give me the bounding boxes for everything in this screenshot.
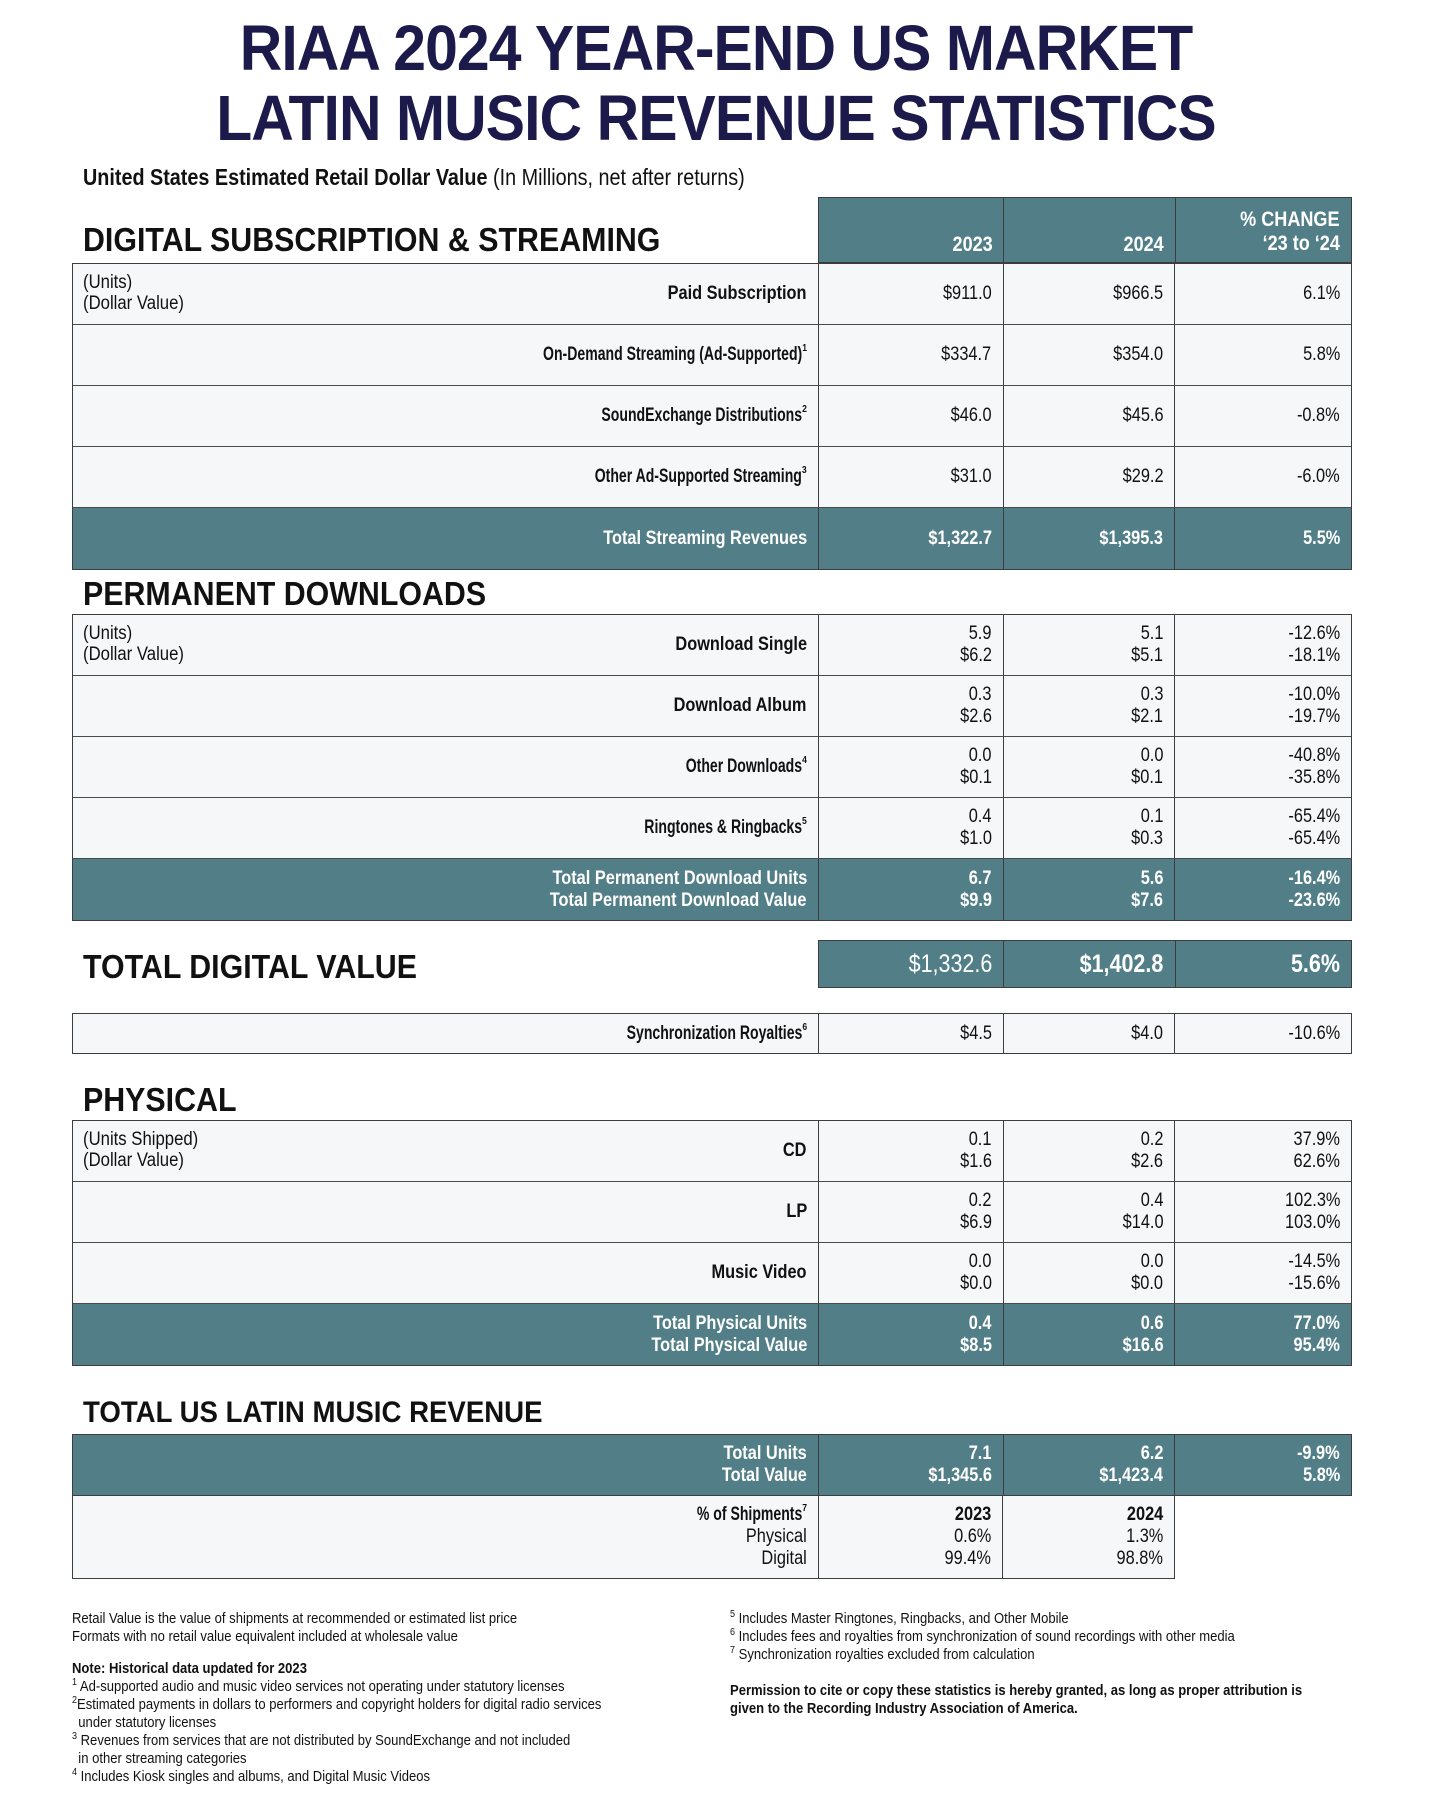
value-2023: $46.0 [818, 386, 1003, 446]
value-pct-change: 5.8% [1174, 325, 1351, 385]
row-label: Other Ad-Supported Streaming$^3$ [594, 465, 807, 487]
subtitle [83, 164, 745, 191]
value-pct-change: -10.6% [1174, 1014, 1351, 1053]
value-2024: $4.0 [1003, 1014, 1175, 1053]
row-label: Paid Subscription [667, 283, 807, 304]
value-2024: 0.0 $0.1 [1003, 737, 1175, 797]
shipments-2024: 2024 1.3% 98.8% [1002, 1496, 1174, 1578]
value-pct-change: 77.0% 95.4% [1174, 1304, 1351, 1365]
row-label: Download Album [673, 695, 807, 716]
page-title-line-1: RIAA 2024 YEAR-END US MARKET [239, 12, 1193, 84]
value-2023: 0.0 $0.1 [818, 737, 1003, 797]
value-2023: 0.2 $6.9 [818, 1182, 1003, 1242]
sync-table [72, 1013, 1352, 1054]
total-row-physical: Total Physical Units Total Physical Value 0.4 $8.5 0.6 $16.6 77.0% 95.4% [73, 1304, 1351, 1365]
units-note: (Units Shipped) (Dollar Value) [83, 1129, 199, 1171]
value-2023: 0.0 $0.0 [818, 1243, 1003, 1303]
value-2023: 0.3 $2.6 [818, 676, 1003, 736]
value-2024: 6.2 $1,423.4 [1003, 1435, 1175, 1495]
value-2024: 5.1 $5.1 [1003, 615, 1175, 675]
value-pct-change: -9.9% 5.8% [1174, 1435, 1351, 1495]
table-row [73, 1243, 1351, 1304]
value-2023: 7.1 $1,345.6 [818, 1435, 1003, 1495]
value-2024: $29.2 [1003, 447, 1175, 507]
value-2024: 0.3 $2.1 [1003, 676, 1175, 736]
digital-table [72, 263, 1352, 570]
table-row [73, 447, 1351, 508]
table-row [73, 325, 1351, 386]
value-pct-change: 102.3% 103.0% [1174, 1182, 1351, 1242]
value-2023: $1,332.6 [908, 950, 993, 978]
value-2023: 0.4 $8.5 [818, 1304, 1003, 1365]
downloads-table [72, 614, 1352, 921]
value-pct-change: 5.6% [1175, 941, 1351, 987]
value-2023: $911.0 [818, 264, 1003, 324]
footnotes-left: Retail Value is the value of shipments at recommended or estimated list price Formats with no retail value equivalent included at wholesale value Note: Historical data updated for 2023 $^1$ Ad-supported audio and music video services not operating under statutory licenses $^2$Estimated payments in dollars to performers and copyright holders for digital radio services under statutory licenses $^3$ Revenues from services that are not distributed by SoundExchange and not included in other streaming categories $^4$ Includes Kiosk singles and albums, and Digital Music Videos [72, 1611, 602, 1785]
value-2023: $4.5 [818, 1014, 1003, 1053]
total-row-streaming [73, 508, 1351, 569]
section-heading-total-digital: TOTAL DIGITAL VALUE [83, 948, 417, 985]
value-2023: 6.7 $9.9 [818, 859, 1003, 920]
units-note: (Units) (Dollar Value) [83, 623, 184, 665]
row-label: Synchronization Royalties$^6$ [626, 1021, 807, 1044]
row-label: LP [785, 1201, 807, 1222]
section-heading-downloads: PERMANENT DOWNLOADS [83, 575, 487, 612]
value-2023: 0.4 $1.0 [818, 798, 1003, 858]
permission-text-2: given to the Recording Industry Association of America. [730, 1701, 1078, 1717]
page-title-line-2: LATIN MUSIC REVENUE STATISTICS [216, 82, 1216, 154]
value-2024: 5.6 $7.6 [1003, 859, 1175, 920]
value-2024: 0.1 $0.3 [1003, 798, 1175, 858]
subtitle-normal: (In Millions, net after returns) [493, 164, 745, 190]
shipments-label: % of Shipments$^7$ [696, 1503, 807, 1525]
column-header-row [818, 197, 1352, 263]
units-note: (Units) (Dollar Value) [83, 272, 184, 314]
column-header-2024: 2024 [1003, 198, 1174, 262]
table-row [73, 676, 1351, 737]
value-pct-change: 37.9% 62.6% [1174, 1121, 1351, 1181]
footnotes-right: $^5$ Includes Master Ringtones, Ringbacks, and Other Mobile $^6$ Includes fees and royalties from synchronization of sound recordings with other media $^7$ Synchronization royalties excluded from calculation Permission to cite or copy these statistics is hereby granted, as long as proper attribution is given to the Recording Industry Association of America. [730, 1609, 1303, 1717]
row-label: SoundExchange Distributions$^2$ [601, 404, 807, 426]
value-2024: 0.4 $14.0 [1003, 1182, 1175, 1242]
row-label: On-Demand Streaming (Ad-Supported)$^1$ [542, 343, 807, 365]
value-pct-change: -65.4% -65.4% [1174, 798, 1351, 858]
value-2024: $1,395.3 [1003, 508, 1175, 569]
value-2024: $45.6 [1003, 386, 1175, 446]
value-2024: $966.5 [1003, 264, 1175, 324]
value-pct-change: -10.0% -19.7% [1174, 676, 1351, 736]
row-label: Music Video [711, 1262, 807, 1283]
value-pct-change: -6.0% [1174, 447, 1351, 507]
column-header-pct-change: % CHANGE ‘23 to ‘24 [1175, 198, 1351, 262]
value-pct-change: -14.5% -15.6% [1174, 1243, 1351, 1303]
value-2024: $1,402.8 [1003, 941, 1174, 987]
table-row [73, 798, 1351, 859]
value-2023: 0.1 $1.6 [818, 1121, 1003, 1181]
table-row [73, 615, 1351, 676]
value-pct-change: -16.4% -23.6% [1174, 859, 1351, 920]
subtitle-bold: United States Estimated Retail Dollar Value [83, 164, 488, 190]
value-2023: 5.9 $6.2 [818, 615, 1003, 675]
table-row [73, 737, 1351, 798]
value-2023: $1,322.7 [818, 508, 1003, 569]
value-2023: $334.7 [818, 325, 1003, 385]
value-2024: 0.0 $0.0 [1003, 1243, 1175, 1303]
row-label: CD [783, 1140, 807, 1161]
shipments-2023: 2023 0.6% 99.4% [818, 1496, 1003, 1578]
row-label: Total Streaming Revenues [602, 527, 807, 549]
shipments-table: % of Shipments$^7$ Physical Digital 2023 0.6% 99.4% 2024 1.3% 98.8% [72, 1496, 1175, 1579]
table-row [73, 1182, 1351, 1243]
value-pct-change: -0.8% [1174, 386, 1351, 446]
row-label: Download Single [675, 634, 807, 655]
row-label: Ringtones & Ringbacks$^5$ [644, 816, 807, 838]
value-2024: 0.2 $2.6 [1003, 1121, 1175, 1181]
section-heading-total-us: TOTAL US LATIN MUSIC REVENUE [83, 1396, 543, 1429]
value-2024: $354.0 [1003, 325, 1175, 385]
physical-table [72, 1120, 1352, 1366]
section-heading-physical: PHYSICAL [83, 1081, 237, 1118]
value-pct-change: -12.6% -18.1% [1174, 615, 1351, 675]
total-row-downloads: Total Permanent Download Units Total Permanent Download Value 6.7 $9.9 5.6 $7.6 -16.4% -23.6% [73, 859, 1351, 920]
value-2023: $31.0 [818, 447, 1003, 507]
value-pct-change: -40.8% -35.8% [1174, 737, 1351, 797]
column-header-2023: 2023 [952, 233, 993, 256]
section-heading-digital: DIGITAL SUBSCRIPTION & STREAMING [83, 221, 661, 258]
value-pct-change: 5.5% [1174, 508, 1351, 569]
permission-text-1: Permission to cite or copy these statistics is hereby granted, as long as proper attribution is [730, 1683, 1303, 1699]
value-2024: 0.6 $16.6 [1003, 1304, 1175, 1365]
total-us-row: Total Units Total Value 7.1 $1,345.6 6.2 $1,423.4 -9.9% 5.8% [72, 1434, 1352, 1496]
table-row [73, 1014, 1351, 1053]
table-row [73, 264, 1351, 325]
row-label: Other Downloads$^4$ [685, 755, 807, 777]
table-row [73, 386, 1351, 447]
value-pct-change: 6.1% [1174, 264, 1351, 324]
table-row [73, 1121, 1351, 1182]
total-digital-value-row [818, 940, 1352, 988]
